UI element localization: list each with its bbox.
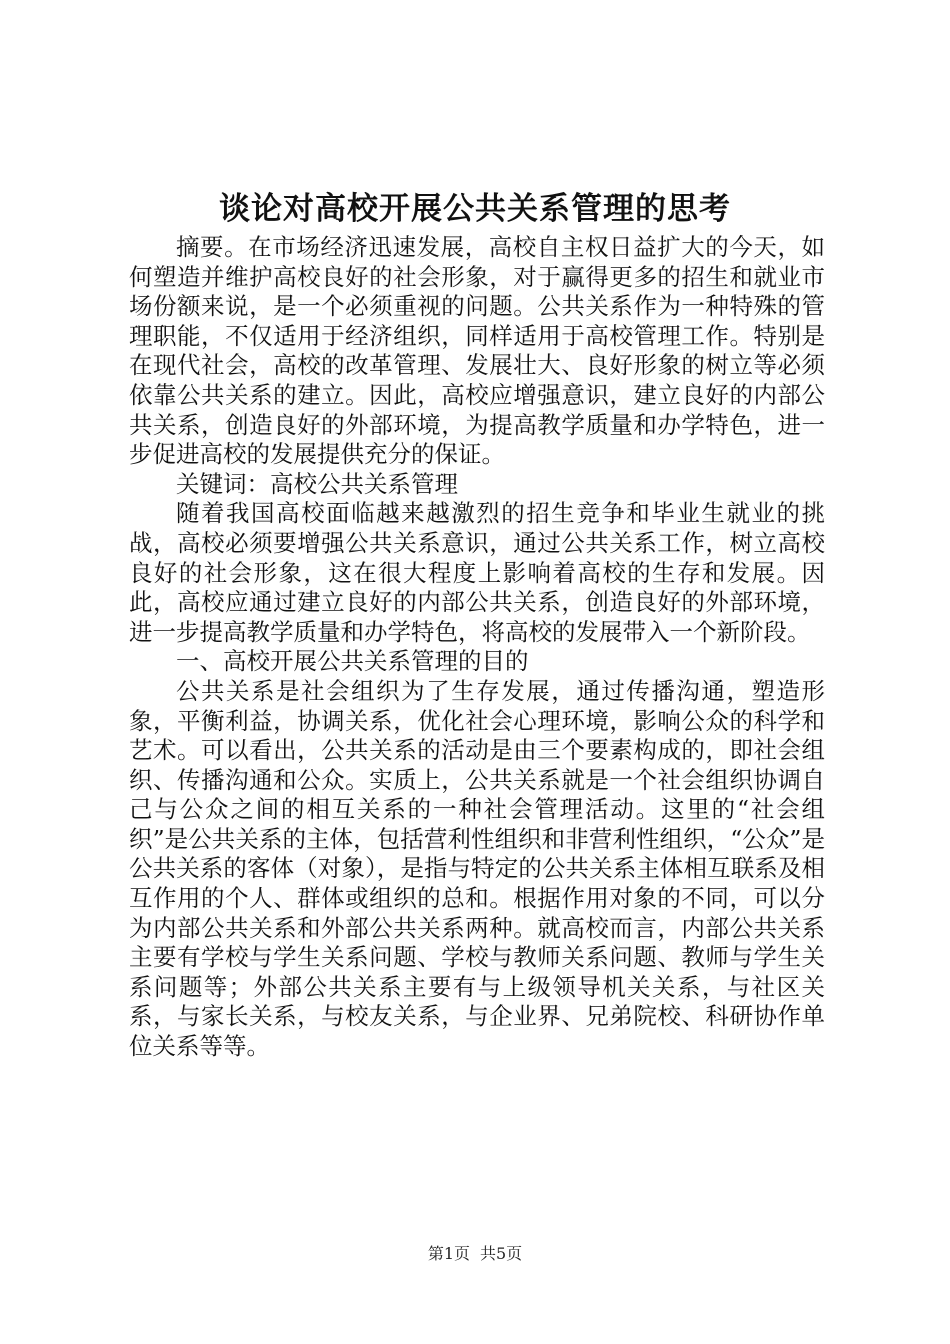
section-paragraph: 公共关系是社会组织为了生存发展，通过传播沟通，塑造形象，平衡利益，协调关系，优化社会心理环境，影响公众的科学和艺术。可以看出，公共关系的活动是由三个要素构成的，即社会组织、传播沟通和公众。实质上，公共关系就是一个社会组织协调自己与公众之间的相互关系的一种社会管理活动。这里的“社会组织”是公共关系的主体，包括营利性组织和非营利性组织，“公众”是公共关系的客体（对象），是指与特定的公共关系主体相互联系及相互作用的个人、群体或组织的总和。根据作用对象的不同，可以分为内部公共关系和外部公共关系两种。就高校而言，内部公共关系主要有学校与学生关系问题、学校与教师关系问题、教师与学生关系问题等；外部公共关系主要有与上级领导机关关系，与社区关系，与家长关系，与校友关系，与企业界、兄弟院校、科研协作单位关系等等。	[129, 676, 825, 1061]
abstract-paragraph: 摘要。在市场经济迅速发展，高校自主权日益扩大的今天，如何塑造并维护高校良好的社会形象，对于赢得更多的招生和就业市场份额来说，是一个必须重视的问题。公共关系作为一种特殊的管理职能，不仅适用于经济组织，同样适用于高校管理工作。特别是在现代社会，高校的改革管理、发展壮大、良好形象的树立等必须依靠公共关系的建立。因此，高校应增强意识，建立良好的内部公共关系，创造良好的外部环境，为提高教学质量和办学特色，进一步促进高校的发展提供充分的保证。	[129, 233, 825, 469]
document-body	[129, 233, 825, 1062]
keywords-paragraph: 关键词：高校公共关系管理	[176, 469, 458, 498]
page-footer	[0, 1243, 950, 1265]
intro-paragraph: 随着我国高校面临越来越激烈的招生竞争和毕业生就业的挑战，高校必须要增强公共关系意识，通过公共关系工作，树立高校良好的社会形象，这在很大程度上影响着高校的生存和发展。因此，高校应通过建立良好的内部公共关系，创造良好的外部环境，进一步提高教学质量和办学特色，将高校的发展带入一个新阶段。	[129, 499, 825, 646]
page-total: 共5页	[480, 1244, 523, 1263]
section-heading: 一、高校开展公共关系管理的目的	[176, 647, 529, 676]
page-number: 第1页	[427, 1244, 470, 1263]
document-title: 谈论对高校开展公共关系管理的思考	[219, 191, 731, 227]
